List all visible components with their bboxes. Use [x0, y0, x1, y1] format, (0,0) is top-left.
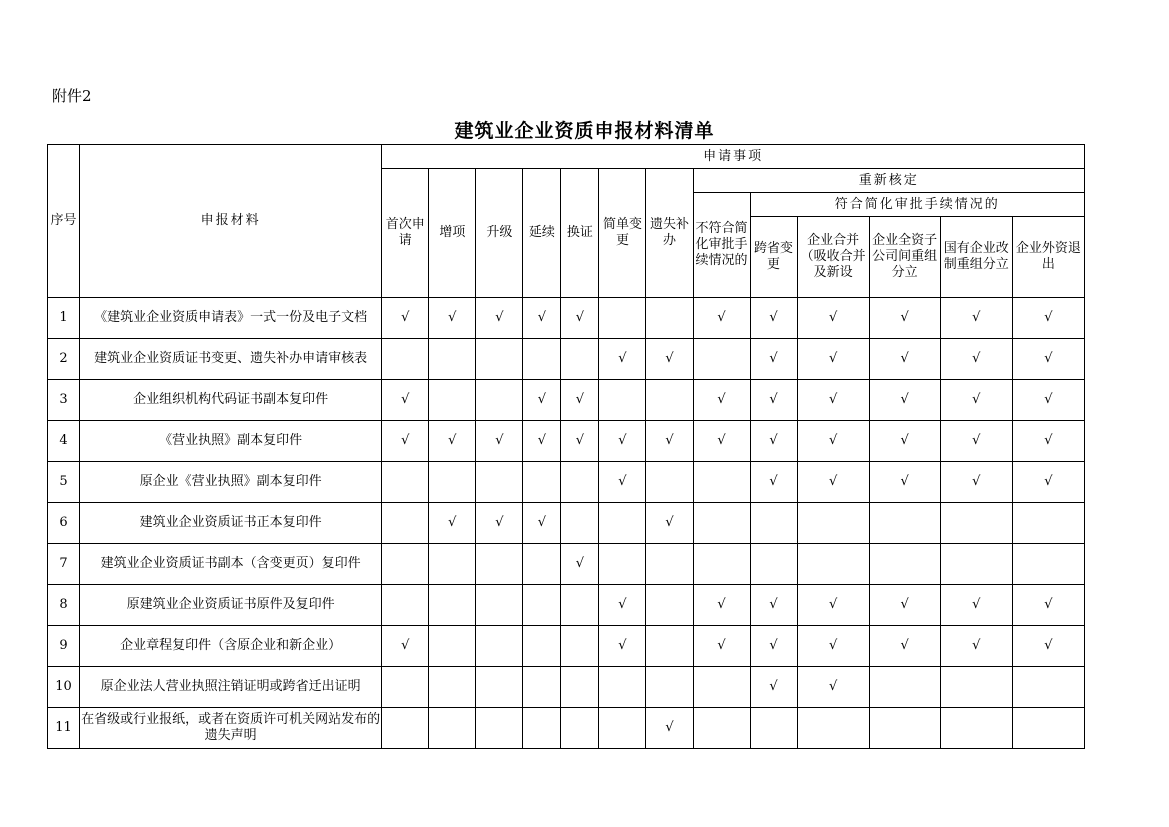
- empty-cell: [599, 298, 646, 339]
- check-mark: √: [1012, 380, 1084, 421]
- check-mark: √: [940, 462, 1012, 503]
- empty-cell: [599, 380, 646, 421]
- empty-cell: [1012, 667, 1084, 708]
- empty-cell: [561, 503, 599, 544]
- row-material: 在省级或行业报纸，或者在资质许可机关网站发布的遗失声明: [80, 708, 382, 749]
- row-seq: 4: [48, 421, 80, 462]
- header-soe-reform: 国有企业改制重组分立: [940, 217, 1012, 298]
- table-row: [48, 421, 1085, 462]
- check-mark: √: [797, 585, 869, 626]
- empty-cell: [646, 298, 693, 339]
- table-row: [48, 708, 1085, 749]
- empty-cell: [693, 503, 750, 544]
- empty-cell: [1012, 708, 1084, 749]
- check-mark: √: [869, 462, 940, 503]
- check-mark: √: [561, 544, 599, 585]
- check-mark: √: [940, 339, 1012, 380]
- empty-cell: [429, 544, 476, 585]
- check-mark: √: [869, 380, 940, 421]
- page-title: 建筑业企业资质申报材料清单: [454, 120, 715, 142]
- empty-cell: [869, 544, 940, 585]
- empty-cell: [750, 503, 797, 544]
- row-material: 建筑业企业资质证书正本复印件: [80, 503, 382, 544]
- empty-cell: [476, 667, 523, 708]
- check-mark: √: [523, 298, 561, 339]
- empty-cell: [382, 708, 429, 749]
- check-mark: √: [476, 503, 523, 544]
- header-foreign-exit: 企业外资退出: [1012, 217, 1084, 298]
- empty-cell: [523, 544, 561, 585]
- empty-cell: [523, 667, 561, 708]
- check-mark: √: [476, 298, 523, 339]
- check-mark: √: [750, 421, 797, 462]
- empty-cell: [797, 708, 869, 749]
- check-mark: √: [599, 421, 646, 462]
- check-mark: √: [750, 462, 797, 503]
- table-row: [48, 298, 1085, 339]
- table-row: [48, 667, 1085, 708]
- check-mark: √: [693, 626, 750, 667]
- empty-cell: [940, 667, 1012, 708]
- check-mark: √: [750, 298, 797, 339]
- empty-cell: [940, 544, 1012, 585]
- empty-cell: [646, 380, 693, 421]
- empty-cell: [476, 462, 523, 503]
- header-simple-change: 简单变更: [599, 169, 646, 298]
- empty-cell: [476, 585, 523, 626]
- check-mark: √: [646, 339, 693, 380]
- empty-cell: [476, 380, 523, 421]
- check-mark: √: [750, 585, 797, 626]
- check-mark: √: [940, 421, 1012, 462]
- check-mark: √: [797, 380, 869, 421]
- row-seq: 9: [48, 626, 80, 667]
- check-mark: √: [797, 462, 869, 503]
- row-seq: 7: [48, 544, 80, 585]
- check-mark: √: [750, 667, 797, 708]
- empty-cell: [646, 462, 693, 503]
- check-mark: √: [599, 339, 646, 380]
- row-material: 《建筑业企业资质申请表》一式一份及电子文档: [80, 298, 382, 339]
- empty-cell: [429, 462, 476, 503]
- empty-cell: [382, 585, 429, 626]
- check-mark: √: [693, 380, 750, 421]
- check-mark: √: [1012, 585, 1084, 626]
- header-lost-reissue: 遗失补办: [646, 169, 693, 298]
- table-row: [48, 503, 1085, 544]
- empty-cell: [599, 544, 646, 585]
- empty-cell: [750, 544, 797, 585]
- check-mark: √: [940, 298, 1012, 339]
- check-mark: √: [599, 462, 646, 503]
- empty-cell: [429, 708, 476, 749]
- check-mark: √: [869, 339, 940, 380]
- empty-cell: [382, 544, 429, 585]
- row-material: 原企业法人营业执照注销证明或跨省迁出证明: [80, 667, 382, 708]
- empty-cell: [476, 544, 523, 585]
- header-apply-items: 申请事项: [382, 145, 1085, 169]
- empty-cell: [693, 708, 750, 749]
- empty-cell: [429, 667, 476, 708]
- empty-cell: [693, 339, 750, 380]
- check-mark: √: [869, 626, 940, 667]
- empty-cell: [693, 462, 750, 503]
- empty-cell: [523, 462, 561, 503]
- check-mark: √: [797, 298, 869, 339]
- check-mark: √: [382, 626, 429, 667]
- empty-cell: [561, 626, 599, 667]
- empty-cell: [382, 667, 429, 708]
- check-mark: √: [1012, 339, 1084, 380]
- row-seq: 8: [48, 585, 80, 626]
- check-mark: √: [750, 339, 797, 380]
- check-mark: √: [797, 339, 869, 380]
- header-upgrade: 升级: [476, 169, 523, 298]
- check-mark: √: [523, 503, 561, 544]
- row-material: 原企业《营业执照》副本复印件: [80, 462, 382, 503]
- empty-cell: [750, 708, 797, 749]
- empty-cell: [476, 339, 523, 380]
- header-not-simplified: 不符合简化审批手续情况的: [693, 193, 750, 298]
- row-material: 建筑业企业资质证书副本（含变更页）复印件: [80, 544, 382, 585]
- row-material: 原建筑业企业资质证书原件及复印件: [80, 585, 382, 626]
- check-mark: √: [693, 421, 750, 462]
- empty-cell: [869, 708, 940, 749]
- row-material: 《营业执照》副本复印件: [80, 421, 382, 462]
- check-mark: √: [940, 585, 1012, 626]
- row-seq: 3: [48, 380, 80, 421]
- table-row: [48, 544, 1085, 585]
- empty-cell: [646, 544, 693, 585]
- empty-cell: [797, 544, 869, 585]
- header-simplified-group: 符合简化审批手续情况的: [750, 193, 1084, 217]
- check-mark: √: [523, 421, 561, 462]
- empty-cell: [646, 585, 693, 626]
- header-seq: 序号: [48, 145, 80, 298]
- row-seq: 10: [48, 667, 80, 708]
- empty-cell: [382, 503, 429, 544]
- empty-cell: [429, 380, 476, 421]
- check-mark: √: [869, 585, 940, 626]
- check-mark: √: [646, 421, 693, 462]
- header-add-item: 增项: [429, 169, 476, 298]
- empty-cell: [869, 503, 940, 544]
- row-seq: 11: [48, 708, 80, 749]
- empty-cell: [599, 667, 646, 708]
- row-seq: 5: [48, 462, 80, 503]
- empty-cell: [561, 667, 599, 708]
- empty-cell: [561, 462, 599, 503]
- check-mark: √: [382, 421, 429, 462]
- check-mark: √: [429, 298, 476, 339]
- check-mark: √: [382, 380, 429, 421]
- empty-cell: [561, 585, 599, 626]
- empty-cell: [382, 339, 429, 380]
- check-mark: √: [797, 626, 869, 667]
- check-mark: √: [1012, 298, 1084, 339]
- check-mark: √: [750, 626, 797, 667]
- row-material: 建筑业企业资质证书变更、遗失补办申请审核表: [80, 339, 382, 380]
- check-mark: √: [599, 585, 646, 626]
- check-mark: √: [382, 298, 429, 339]
- empty-cell: [561, 708, 599, 749]
- header-recheck: 重新核定: [693, 169, 1085, 193]
- header-extend: 延续: [523, 169, 561, 298]
- check-mark: √: [693, 298, 750, 339]
- check-mark: √: [646, 503, 693, 544]
- header-renew: 换证: [561, 169, 599, 298]
- empty-cell: [797, 503, 869, 544]
- row-material: 企业组织机构代码证书副本复印件: [80, 380, 382, 421]
- empty-cell: [869, 667, 940, 708]
- check-mark: √: [429, 503, 476, 544]
- empty-cell: [940, 708, 1012, 749]
- check-mark: √: [1012, 421, 1084, 462]
- check-mark: √: [1012, 462, 1084, 503]
- table-row: [48, 380, 1085, 421]
- empty-cell: [523, 626, 561, 667]
- table-row: [48, 626, 1085, 667]
- check-mark: √: [646, 708, 693, 749]
- check-mark: √: [693, 585, 750, 626]
- check-mark: √: [869, 421, 940, 462]
- check-mark: √: [797, 667, 869, 708]
- empty-cell: [940, 503, 1012, 544]
- empty-cell: [1012, 503, 1084, 544]
- row-seq: 2: [48, 339, 80, 380]
- empty-cell: [476, 626, 523, 667]
- check-mark: √: [750, 380, 797, 421]
- row-seq: 6: [48, 503, 80, 544]
- empty-cell: [599, 708, 646, 749]
- check-mark: √: [429, 421, 476, 462]
- table-row: [48, 462, 1085, 503]
- check-mark: √: [561, 380, 599, 421]
- header-material: 申报材料: [80, 145, 382, 298]
- empty-cell: [646, 626, 693, 667]
- empty-cell: [429, 626, 476, 667]
- empty-cell: [693, 544, 750, 585]
- check-mark: √: [940, 380, 1012, 421]
- empty-cell: [429, 585, 476, 626]
- check-mark: √: [797, 421, 869, 462]
- check-mark: √: [599, 626, 646, 667]
- empty-cell: [599, 503, 646, 544]
- empty-cell: [382, 462, 429, 503]
- check-mark: √: [561, 298, 599, 339]
- row-material: 企业章程复印件（含原企业和新企业）: [80, 626, 382, 667]
- empty-cell: [523, 339, 561, 380]
- materials-table: [47, 144, 1085, 749]
- check-mark: √: [1012, 626, 1084, 667]
- attachment-label: 附件2: [52, 87, 92, 105]
- check-mark: √: [523, 380, 561, 421]
- empty-cell: [646, 667, 693, 708]
- header-merger: 企业合并（吸收合并及新设: [797, 217, 869, 298]
- empty-cell: [693, 667, 750, 708]
- empty-cell: [1012, 544, 1084, 585]
- check-mark: √: [940, 626, 1012, 667]
- empty-cell: [523, 708, 561, 749]
- table-row: [48, 339, 1085, 380]
- empty-cell: [476, 708, 523, 749]
- header-first-apply: 首次申请: [382, 169, 429, 298]
- row-seq: 1: [48, 298, 80, 339]
- table-row: [48, 585, 1085, 626]
- empty-cell: [561, 339, 599, 380]
- check-mark: √: [869, 298, 940, 339]
- empty-cell: [429, 339, 476, 380]
- check-mark: √: [476, 421, 523, 462]
- header-subsidiary: 企业全资子公司间重组分立: [869, 217, 940, 298]
- check-mark: √: [561, 421, 599, 462]
- header-cross-province: 跨省变更: [750, 217, 797, 298]
- empty-cell: [523, 585, 561, 626]
